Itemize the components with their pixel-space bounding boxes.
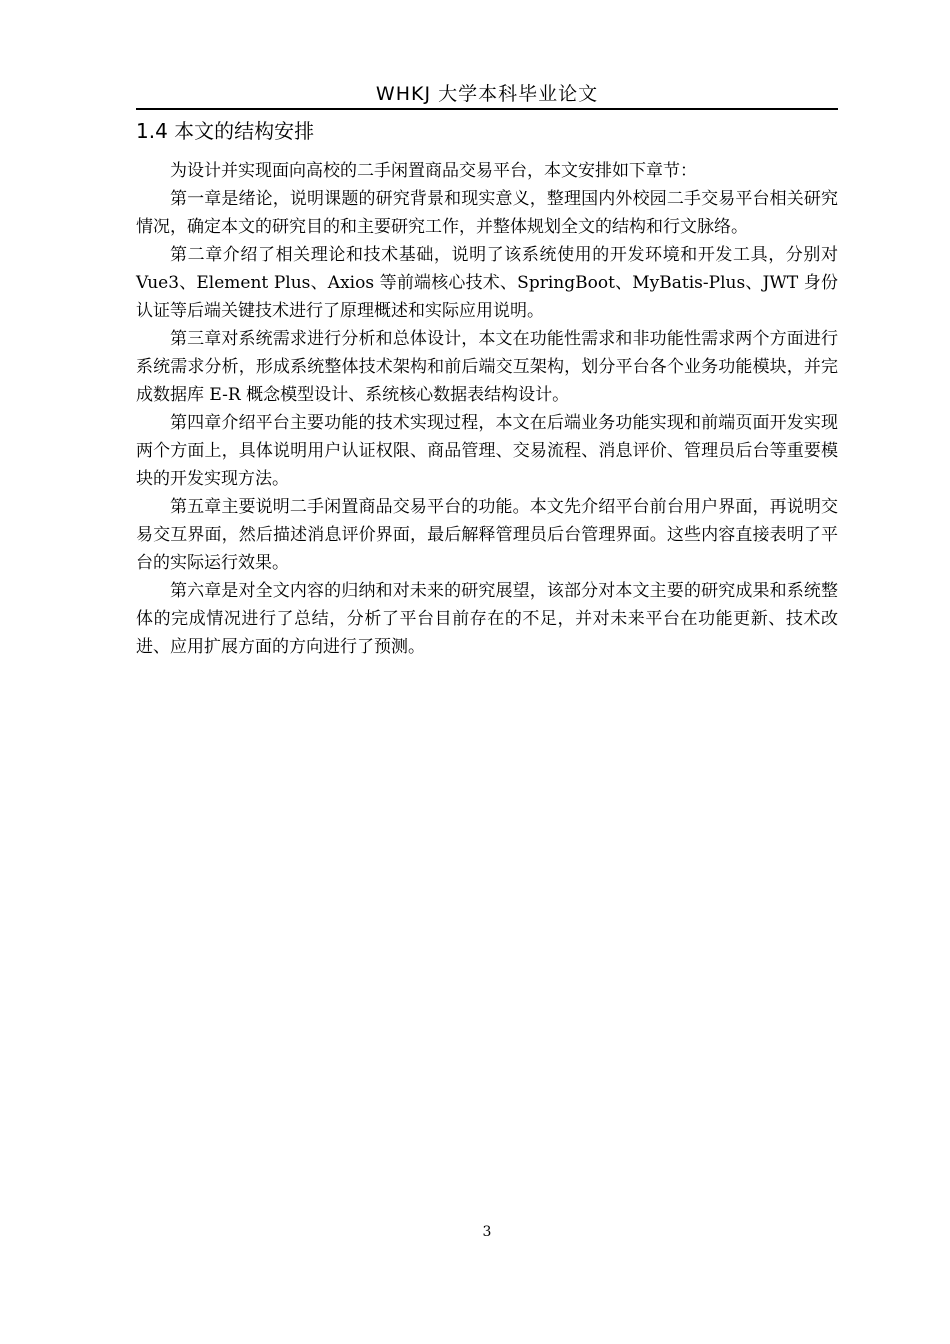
paragraph-chapter-2: 第二章介绍了相关理论和技术基础，说明了该系统使用的开发环境和开发工具，分别对 Vue3、Element Plus、Axios 等前端核心技术、SpringBoot、MyBatis-Plus、JWT 身份认证等后端关键技术进行了原理概述和实际应用说明。 — [136, 245, 838, 321]
page-number: 3 — [482, 1224, 492, 1240]
paragraph-intro: 为设计并实现面向高校的二手闲置商品交易平台，本文安排如下章节： — [170, 161, 697, 181]
paragraph-chapter-5: 第五章主要说明二手闲置商品交易平台的功能。本文先介绍平台前台用户界面，再说明交易交互界面，然后描述消息评价界面，最后解释管理员后台管理界面。这些内容直接表明了平台的实际运行效果。 — [136, 497, 838, 573]
paragraph-chapter-4: 第四章介绍平台主要功能的技术实现过程，本文在后端业务功能实现和前端页面开发实现两个方面上，具体说明用户认证权限、商品管理、交易流程、消息评价、管理员后台等重要模块的开发实现方法。 — [136, 413, 838, 489]
header-divider — [136, 108, 838, 110]
body-text — [136, 157, 838, 661]
paragraph-chapter-3: 第三章对系统需求进行分析和总体设计，本文在功能性需求和非功能性需求两个方面进行系统需求分析，形成系统整体技术架构和前后端交互架构，划分平台各个业务功能模块，并完成数据库 E-R 概念模型设计、系统核心数据表结构设计。 — [136, 329, 838, 405]
running-header: WHKJ 大学本科毕业论文 — [375, 83, 599, 105]
paragraph-chapter-6: 第六章是对全文内容的归纳和对未来的研究展望，该部分对本文主要的研究成果和系统整体的完成情况进行了总结，分析了平台目前存在的不足，并对未来平台在功能更新、技术改进、应用扩展方面的方向进行了预测。 — [136, 581, 838, 657]
section-heading: 1.4 本文的结构安排 — [136, 119, 315, 143]
paragraph-chapter-1: 第一章是绪论，说明课题的研究背景和现实意义，整理国内外校园二手交易平台相关研究情况，确定本文的研究目的和主要研究工作，并整体规划全文的结构和行文脉络。 — [136, 189, 838, 237]
